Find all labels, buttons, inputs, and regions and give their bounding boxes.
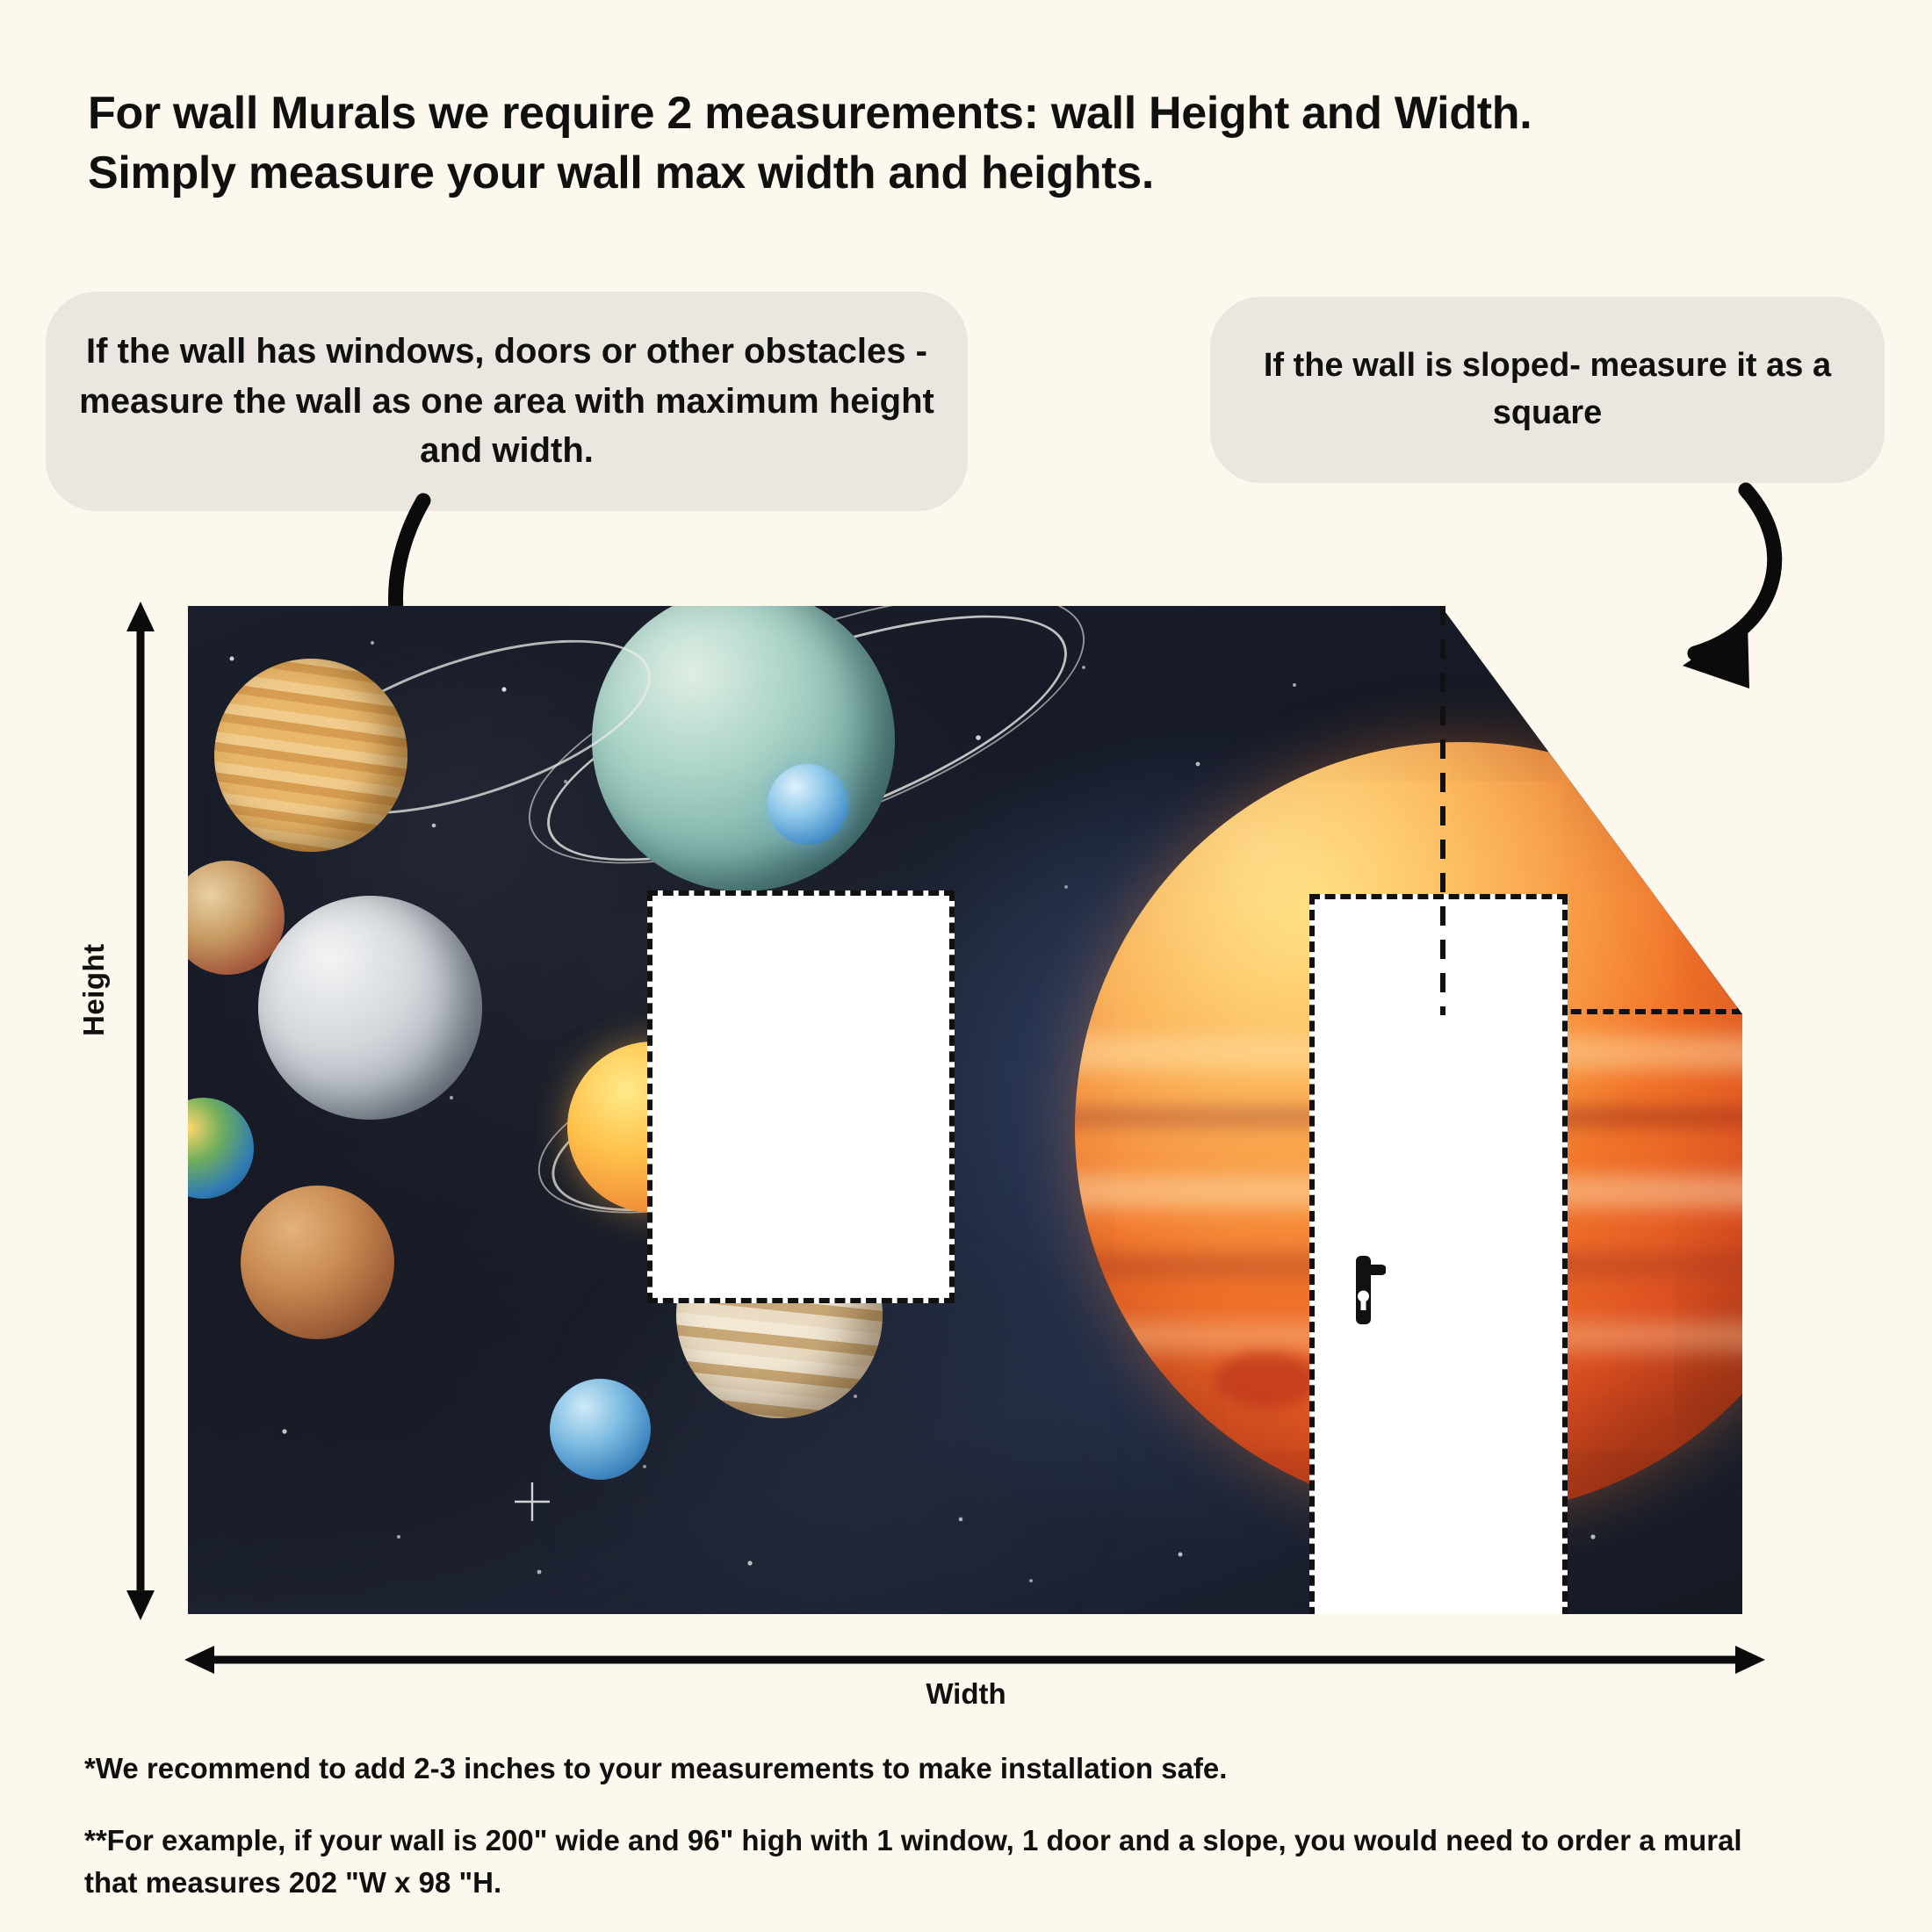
- width-measure-arrow: [184, 1642, 1765, 1677]
- planet-blue-bottom: [550, 1379, 651, 1480]
- page-title-line-2: Simply measure your wall max width and heights.: [88, 147, 1154, 198]
- height-measure-arrow: [123, 602, 158, 1620]
- callout-windows-doors: [46, 292, 968, 511]
- callout-sloped-wall-text: If the wall is sloped- measure it as a square: [1263, 347, 1832, 431]
- mural-preview: [188, 606, 1742, 1614]
- height-axis-label: Height: [77, 943, 110, 1036]
- page-title: [88, 84, 1827, 203]
- planet-grey-moon: [258, 896, 482, 1120]
- window-cutout[interactable]: [647, 890, 955, 1303]
- width-axis-label: Width: [926, 1677, 1006, 1710]
- slope-square-left-edge: [1440, 603, 1748, 1018]
- footnote-example: **For example, if your wall is 200" wide and 96" high with 1 window, 1 door and a slope, you would need to order a mural that measures 202 "W x 98 "H.: [84, 1824, 1742, 1899]
- footnote-recommendation: *We recommend to add 2-3 inches to your measurements to make installation safe.: [84, 1752, 1228, 1784]
- planet-blue-upper: [768, 764, 848, 845]
- door-handle-icon: [1347, 1256, 1386, 1324]
- callout-windows-doors-text: If the wall has windows, doors or other obstacles - measure the wall as one area with maximum height and width.: [79, 331, 934, 471]
- page-title-line-1: For wall Murals we require 2 measurements: wall Height and Width.: [88, 88, 1532, 139]
- callout-sloped-wall: [1210, 297, 1885, 483]
- planet-striped-left: [214, 659, 407, 852]
- planet-brown-lower-left: [241, 1186, 394, 1339]
